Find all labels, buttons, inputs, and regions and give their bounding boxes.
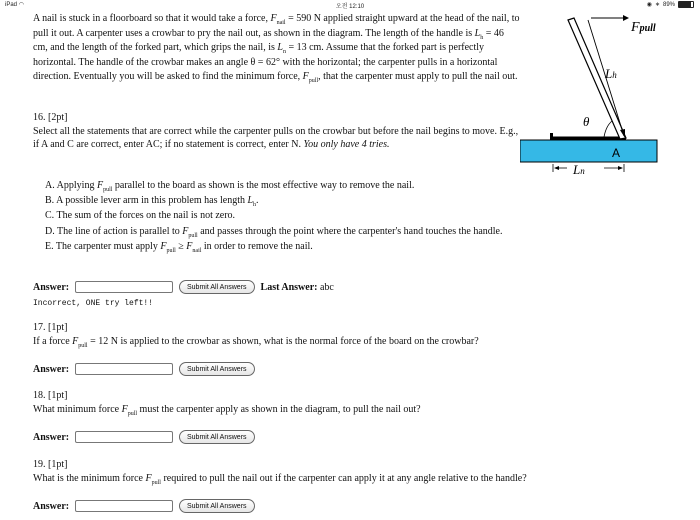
- q16-answer-label: Answer:: [33, 281, 70, 293]
- bluetooth-icon: ∗: [654, 2, 660, 8]
- theta-label: θ: [583, 114, 590, 129]
- q16-feedback: Incorrect, ONE try left!!: [33, 299, 154, 308]
- point-a-label: A: [612, 146, 621, 160]
- q16-submit-button[interactable]: Submit All Answers: [179, 280, 255, 294]
- q18-heading: 18. [1pt]: [33, 390, 68, 401]
- battery-icon: [678, 1, 694, 8]
- status-right: [647, 1, 694, 8]
- option-a: A. Applying $F_{pull}$ parallel to the board as shown is the most effective way to remove the nail.: [45, 180, 415, 193]
- battery-percent: 89%: [662, 1, 675, 8]
- q17-answer-input[interactable]: [75, 363, 173, 375]
- q17-heading: 17. [1pt]: [33, 322, 68, 333]
- q16-answer-row: [33, 279, 334, 295]
- lock-rotation-icon: ◉: [646, 2, 652, 8]
- status-device: iPad ◠: [5, 2, 24, 8]
- q17-text: If a force $F_{pull} = 12$ N is applied to the crowbar as shown, what is the normal force of the board on the crowbar?: [33, 336, 479, 349]
- q17-answer-row: [33, 361, 255, 377]
- q18-answer-row: [33, 429, 255, 445]
- battery-fill: [679, 2, 691, 7]
- q16-last-answer: Last Answer: abc: [260, 281, 334, 293]
- ln-label: Ln: [573, 162, 585, 177]
- option-d: D. The line of action is parallel to $F_{pull}$ and passes through the point where the carpenter's hand touches the handle.: [45, 225, 503, 239]
- crowbar-handle: [568, 18, 626, 139]
- q19-submit-button[interactable]: Submit All Answers: [179, 499, 255, 513]
- q18-text: What minimum force $F_{pull}$ must the carpenter apply as shown in the diagram, to pull the nail out?: [33, 404, 421, 417]
- q18-submit-button[interactable]: Submit All Answers: [179, 430, 255, 444]
- option-b: B. A possible lever arm in this problem has length $L_h$.: [45, 195, 259, 209]
- lh-label: Lh: [605, 66, 617, 81]
- pull-arrow-head: [623, 15, 629, 21]
- floorboard: [520, 140, 657, 162]
- q19-answer-row: [33, 498, 255, 514]
- q17-submit-button[interactable]: Submit All Answers: [179, 362, 255, 376]
- option-c: C. The sum of the forces on the nail is not zero.: [45, 210, 236, 222]
- q16-answer-input[interactable]: [75, 281, 173, 293]
- q18-answer-label: Answer:: [33, 431, 70, 443]
- q19-answer-input[interactable]: [75, 500, 173, 512]
- wifi-icon: ◠: [18, 2, 24, 8]
- nail-head: [550, 133, 553, 140]
- theta-arc: [604, 121, 612, 137]
- q19-answer-label: Answer:: [33, 500, 70, 512]
- q16-heading: 16. [2pt]: [33, 112, 68, 123]
- option-e: E. The carpenter must apply $F_{pull} \ge F_{nail}$ in order to remove the nail.: [45, 240, 313, 254]
- q18-answer-input[interactable]: [75, 431, 173, 443]
- q17-answer-label: Answer:: [33, 363, 70, 375]
- crowbar-diagram: [520, 8, 700, 188]
- status-time: 오전 12:10: [335, 4, 365, 10]
- q19-text: What is the minimum force $F_{pull}$ required to pull the nail out if the carpenter can apply it at any angle relative to the handle?: [33, 473, 527, 486]
- q16-options: [45, 178, 503, 254]
- ln-right-arrow-head: [618, 166, 623, 170]
- ln-left-arrow-head: [554, 166, 559, 170]
- q16-text: Select all the statements that are correct while the carpenter pulls on the crowbar but before the nail begins to move. E.g., if A and C are correct, enter AC; if no statement is correct, enter N. You only have 4 tries.: [33, 126, 519, 150]
- f-pull-label: Fpull: [631, 20, 656, 35]
- q19-heading: 19. [1pt]: [33, 459, 68, 470]
- problem-intro: A nail is stuck in a floorboard so that it would take a force, $F_{nail} = 590$ N applied straight upward at the head of the nail, to pull it out. A carpenter uses a crowbar to pry the nail out, as shown in the diagram. The length of the handle is $L_h = 46$ cm, and the length of the forked part, which grips the nail, is $L_n = 13$ cm. Assume that the forked part is perfectly horizontal. The handle of the crowbar makes an angle θ = 62° with the horizontal; the carpenter pulls in a horizontal direction. Eventually you will be asked to find the minimum force, $F_{pull}$, that the carpenter must apply to pull the nail out.: [33, 13, 520, 85]
